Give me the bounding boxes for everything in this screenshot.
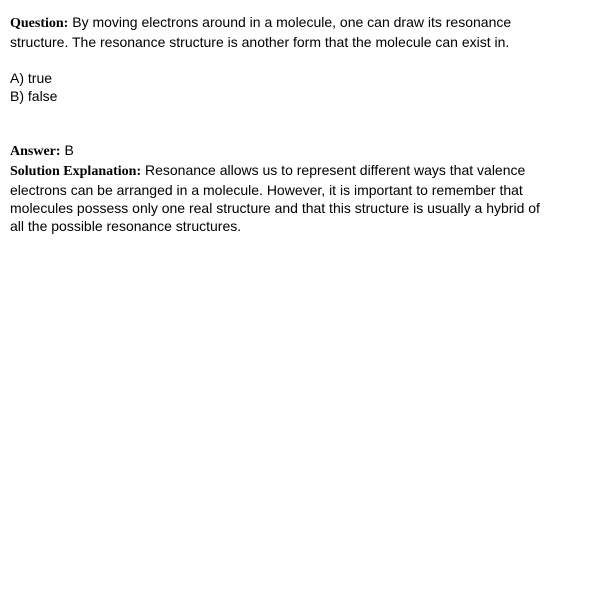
explanation-text-4: all the possible resonance structures. — [10, 218, 242, 234]
answer-value: B — [64, 142, 74, 158]
quiz-document — [10, 13, 590, 235]
answer-block — [10, 141, 590, 235]
question-text-2: structure. The resonance structure is another form that the molecule can exist in. — [10, 34, 510, 50]
answer-label: Answer: — [10, 144, 61, 159]
explanation-text-1: Resonance allows us to represent different ways that valence — [145, 162, 526, 178]
question-line-1 — [10, 13, 590, 33]
explanation-text-3: molecules possess only one real structure and that this structure is usually a hybrid of — [10, 200, 540, 216]
explanation-text-2: electrons can be arranged in a molecule. However, it is important to remember that — [10, 182, 523, 198]
answer-options — [10, 69, 590, 105]
explanation-line-1 — [10, 161, 590, 181]
option-b: B) false — [10, 88, 58, 104]
question-block — [10, 13, 590, 51]
option-a: A) true — [10, 70, 53, 86]
question-text-1: By moving electrons around in a molecule, one can draw its resonance — [72, 14, 512, 30]
question-label: Question: — [10, 16, 69, 31]
explanation-label: Solution Explanation: — [10, 164, 142, 179]
answer-line — [10, 141, 590, 161]
